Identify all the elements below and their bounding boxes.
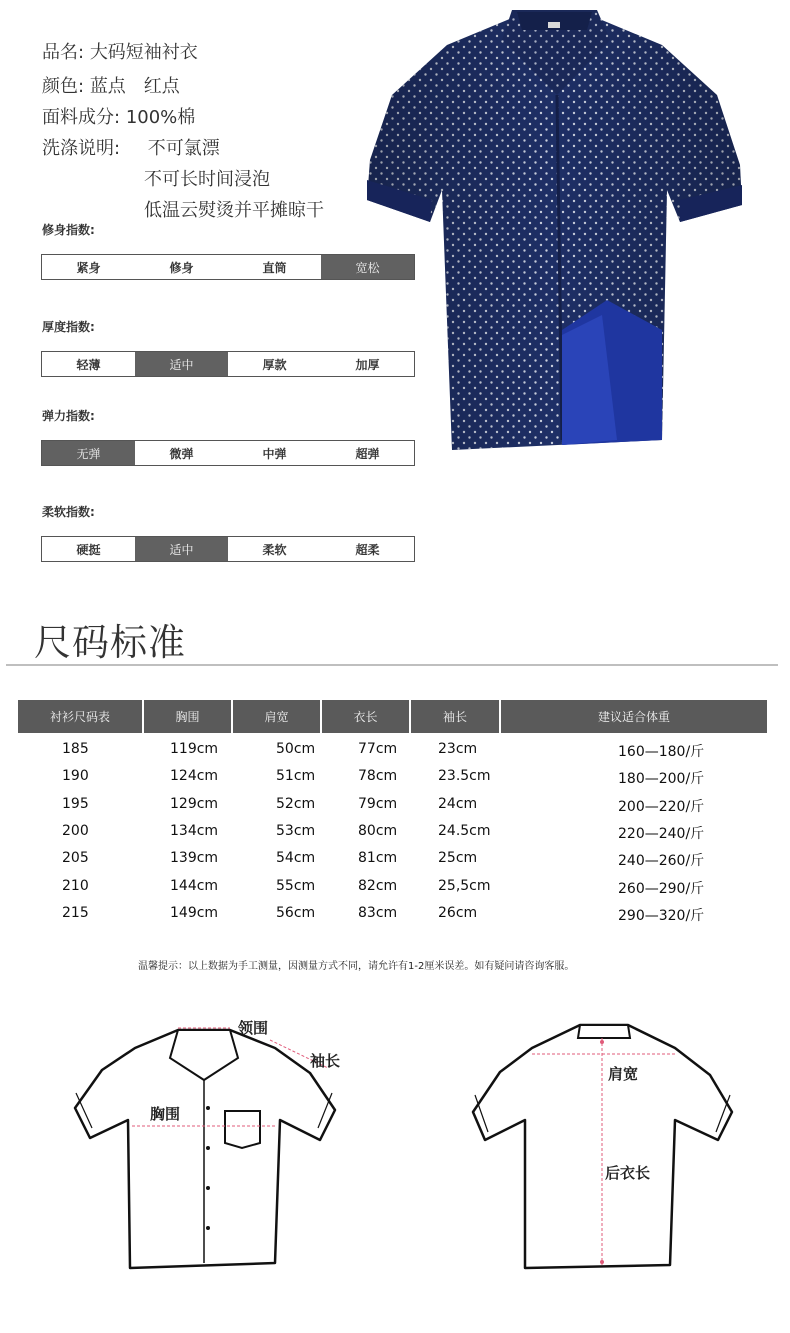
table-header: 建议适合体重 [501, 700, 767, 733]
softness-index-title: 柔软指数: [42, 505, 95, 519]
table-cell: 23.5cm [438, 768, 491, 785]
back-measure-diagram [470, 1020, 740, 1285]
table-cell: 260—290/斤 [618, 880, 705, 897]
product-shirt-image [362, 0, 747, 460]
product-name-label: 品名: [42, 42, 85, 63]
size-standard-title: 尺码标准 [34, 621, 186, 664]
thickness-index-title: 厚度指数: [42, 320, 95, 334]
table-cell: 25,5cm [438, 877, 491, 894]
table-cell: 190 [62, 768, 89, 785]
table-cell: 53cm [276, 822, 316, 839]
table-row [0, 850, 790, 877]
product-name-line [42, 38, 198, 64]
table-cell: 205 [62, 850, 89, 867]
table-header: 衣长 [322, 700, 409, 733]
table-cell: 119cm [170, 741, 219, 757]
table-cell: 78cm [358, 768, 398, 785]
table-cell: 144cm [170, 877, 219, 894]
front-measure-diagram [70, 1018, 350, 1283]
chest-label: 胸围 [150, 1105, 181, 1123]
elasticity-option: 无弹 [42, 441, 135, 465]
fit-index-title: 修身指数: [42, 223, 95, 237]
table-cell: 290—320/斤 [618, 907, 705, 924]
elasticity-option: 超弹 [355, 446, 380, 461]
softness-option: 硬挺 [76, 542, 101, 557]
table-cell: 24cm [438, 795, 478, 812]
table-cell: 83cm [358, 904, 398, 921]
table-cell: 240—260/斤 [618, 853, 705, 870]
product-wash-line [42, 134, 220, 160]
softness-option: 适中 [135, 537, 228, 561]
table-row [0, 768, 790, 795]
table-cell: 210 [62, 877, 89, 894]
fit-index-bar [41, 254, 415, 280]
table-cell: 81cm [358, 850, 398, 867]
table-cell: 55cm [276, 877, 316, 894]
wash-instruction-1: 不可氯漂 [147, 138, 220, 159]
thickness-option: 加厚 [355, 357, 380, 372]
table-cell: 52cm [276, 795, 316, 812]
table-cell: 149cm [170, 904, 219, 921]
table-cell: 180—200/斤 [618, 771, 705, 788]
table-cell: 200 [62, 822, 89, 839]
product-name-value: 大码短袖衬衣 [89, 42, 198, 63]
back-length-label: 后衣长 [605, 1164, 651, 1182]
elasticity-index-title: 弹力指数: [42, 409, 95, 423]
table-cell: 185 [62, 741, 89, 757]
table-cell: 77cm [358, 741, 398, 757]
table-cell: 82cm [358, 877, 398, 894]
table-cell: 195 [62, 795, 89, 812]
table-row [0, 741, 790, 768]
table-cell: 129cm [170, 795, 219, 812]
table-cell: 23cm [438, 741, 478, 757]
softness-option: 柔软 [262, 542, 287, 557]
table-cell: 24.5cm [438, 822, 491, 839]
table-cell: 160—180/斤 [618, 744, 705, 760]
elasticity-index-bar [41, 440, 415, 466]
table-header: 肩宽 [233, 700, 320, 733]
product-color-line [42, 72, 180, 98]
elasticity-option: 中弹 [262, 446, 287, 461]
table-cell: 124cm [170, 768, 219, 785]
table-cell: 50cm [276, 741, 316, 757]
table-row [0, 796, 790, 823]
table-cell: 220—240/斤 [618, 825, 705, 842]
elasticity-option: 微弹 [169, 446, 194, 461]
table-header: 胸围 [144, 700, 231, 733]
product-color-value: 蓝点 红点 [89, 76, 180, 97]
product-fabric-line [42, 103, 195, 129]
softness-index-bar [41, 536, 415, 562]
table-cell: 26cm [438, 904, 478, 921]
table-cell: 200—220/斤 [618, 798, 705, 815]
divider [6, 664, 778, 666]
table-row [0, 905, 790, 932]
table-header: 衬衫尺码表 [18, 700, 142, 733]
table-cell: 54cm [276, 850, 316, 867]
fit-option: 修身 [169, 260, 194, 275]
wash-instruction-3: 低温云熨烫并平摊晾干 [144, 200, 324, 221]
table-cell: 139cm [170, 850, 219, 867]
fit-option: 宽松 [321, 255, 414, 279]
table-cell: 80cm [358, 822, 398, 839]
thickness-index-bar [41, 351, 415, 377]
table-row [0, 823, 790, 850]
collar-label: 领围 [238, 1019, 269, 1037]
thickness-option: 轻薄 [76, 357, 101, 372]
shoulder-label: 肩宽 [608, 1065, 639, 1083]
softness-option: 超柔 [355, 542, 380, 557]
product-fabric-label: 面料成分: [42, 107, 121, 128]
fit-option: 直筒 [262, 260, 287, 275]
table-cell: 215 [62, 904, 89, 921]
table-header: 袖长 [411, 700, 499, 733]
table-cell: 79cm [358, 795, 398, 812]
product-color-label: 颜色: [42, 76, 85, 97]
wash-instruction-2: 不可长时间浸泡 [144, 169, 270, 190]
table-cell: 56cm [276, 904, 316, 921]
measurement-tip: 温馨提示：以上数据为手工测量，因测量方式不同，请允许有1-2厘米误差。如有疑问请咨询客服。 [138, 961, 575, 972]
table-cell: 25cm [438, 850, 478, 867]
product-fabric-value: 100%棉 [125, 107, 196, 128]
table-cell: 134cm [170, 822, 219, 839]
sleeve-label: 袖长 [310, 1052, 341, 1070]
table-row [0, 878, 790, 905]
fit-option: 紧身 [76, 260, 101, 275]
table-cell: 51cm [276, 768, 316, 785]
thickness-option: 厚款 [262, 357, 287, 372]
thickness-option: 适中 [135, 352, 228, 376]
product-wash-label: 洗涤说明: [42, 138, 121, 159]
